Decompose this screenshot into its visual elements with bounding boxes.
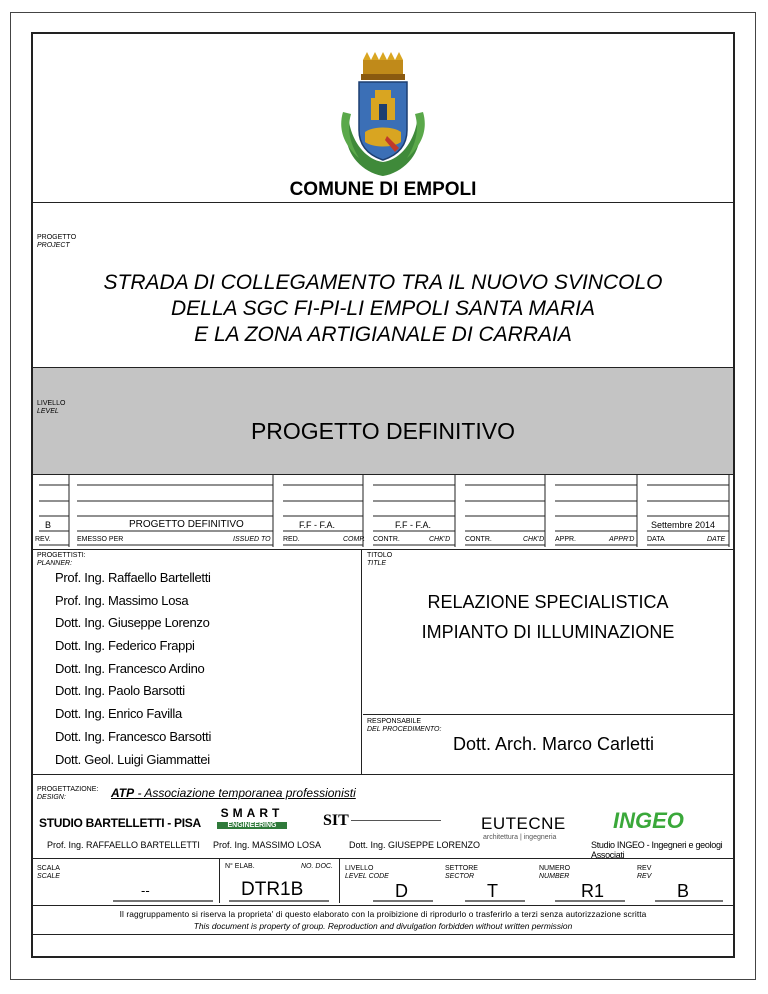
rev-header: REV. [35, 536, 51, 543]
firm-logo-smart: SMART ENGINEERING [217, 806, 287, 829]
section-divider [361, 549, 362, 774]
comp-header: COMP. [343, 536, 366, 543]
title-label: TITOLO TITLE [367, 552, 393, 567]
planner-name: Dott. Ing. Enrico Favilla [55, 706, 182, 722]
date-value: Settembre 2014 [651, 520, 716, 530]
sit-rule [351, 820, 441, 821]
rev-value: B [45, 520, 52, 530]
eutecne-sub: architettura | ingegneria [483, 834, 557, 841]
chkd2-header: CHK'D [523, 536, 545, 543]
contr2-header: CONTR. [465, 536, 492, 543]
chkd-header: CHK'D [429, 536, 451, 543]
doc-label: NO. DOC. [301, 863, 333, 870]
apprd-header: APPR'D [609, 536, 635, 543]
document-title: RELAZIONE SPECIALISTICA IMPIANTO DI ILLUMINAZIONE [421, 592, 675, 642]
firm-logo-ingeo: INGEO [613, 808, 684, 833]
responsible-divider [363, 714, 733, 715]
firm-logo-bartelletti: STUDIO BARTELLETTI - PISA [39, 816, 201, 830]
issued-value: PROGETTO DEFINITIVO [129, 519, 244, 530]
appr-header: APPR. [555, 536, 577, 543]
number-label: NUMERO NUMBER [539, 865, 571, 880]
planner-name: Prof. Ing. Raffaello Bartelletti [55, 570, 211, 585]
sector-label: SETTORE SECTOR [445, 865, 478, 880]
project-title: STRADA DI COLLEGAMENTO TRA IL NUOVO SVINCOLO DELLA SGC FI-PI-LI EMPOLI SANTA MARIA E LA ZONA ARTIGIANALE DI CARRAIA [103, 271, 663, 346]
date-header: DATE [707, 536, 726, 543]
level-label: LIVELLO LEVEL [37, 400, 66, 415]
codes-row [33, 859, 733, 905]
planner-name: Dott. Ing. Francesco Barsotti [55, 728, 212, 744]
planner-name: Dott. Ing. Giuseppe Lorenzo [55, 615, 210, 631]
elab-value: DTR1B [241, 879, 304, 900]
contr-header: CONTR. [373, 536, 400, 543]
sector-value: T [487, 881, 498, 901]
firm-caption: Prof. Ing. RAFFAELLO BARTELLETTI [47, 840, 200, 850]
planner-name: Prof. Ing. Massimo Losa [55, 592, 189, 608]
municipal-crest-icon [329, 52, 437, 182]
scale-label: SCALA SCALE [37, 865, 60, 880]
contr-value: F.F - F.A. [395, 520, 431, 530]
firm-caption: Prof. Ing. MASSIMO LOSA [213, 840, 322, 850]
elab-label: N° ELAB. [225, 863, 255, 870]
issued-header: EMESSO PER [77, 536, 124, 543]
title-block-frame [31, 32, 735, 958]
footer-notice-it: Il raggruppamento si riserva la proprieta' di questo elaborato con la proibizione di riprodurlo o trasferirlo a terzi senza autorizzazione scritta [119, 909, 647, 919]
firm-logo-eutecne: EUTECNE [481, 814, 566, 833]
responsible-name: Dott. Arch. Marco Carletti [453, 734, 655, 754]
planner-name: Dott. Ing. Francesco Ardino [55, 660, 205, 676]
red-value: F.F - F.A. [299, 520, 335, 530]
project-label: PROGETTO PROJECT [37, 234, 77, 249]
firm-caption: Studio INGEO - Ingegneri e geologi Associati [591, 840, 723, 860]
planner-name: Dott. Ing. Federico Frappi [55, 638, 195, 654]
planner-name: Dott. Ing. Paolo Barsotti [55, 683, 185, 699]
level-value: PROGETTO DEFINITIVO [250, 418, 516, 444]
firm-logo-sit: SIT [323, 812, 349, 829]
municipality-title: COMUNE DI EMPOLI [289, 179, 477, 200]
level-code-value: D [395, 881, 408, 901]
planners-label: PROGETTISTI: PLANNER: [37, 552, 86, 567]
red-header: RED. [283, 536, 300, 543]
responsible-label: RESPONSABILE DEL PROCEDIMENTO: [367, 718, 442, 733]
footer-notice-en: This document is property of group. Reproduction and divulgation forbidden without written permission [193, 921, 573, 931]
data-header: DATA [647, 536, 665, 543]
issued-en-header: ISSUED TO [233, 536, 271, 543]
revision-table [33, 475, 733, 549]
planners-list [55, 570, 355, 774]
level-code-label: LIVELLO LEVEL CODE [345, 865, 389, 880]
firm-caption: Dott. Ing. GIUSEPPE LORENZO [349, 840, 481, 850]
rev-code-value: B [677, 881, 690, 901]
rev-code-label: REV REV [637, 865, 652, 880]
atp-heading: ATP - Associazione temporanea professionisti [111, 786, 356, 800]
scale-value: -- [141, 883, 150, 898]
planner-name: Dott. Geol. Luigi Giammattei [55, 751, 210, 767]
number-value: R1 [581, 881, 605, 901]
design-label: PROGETTAZIONE: DESIGN: [37, 786, 99, 801]
